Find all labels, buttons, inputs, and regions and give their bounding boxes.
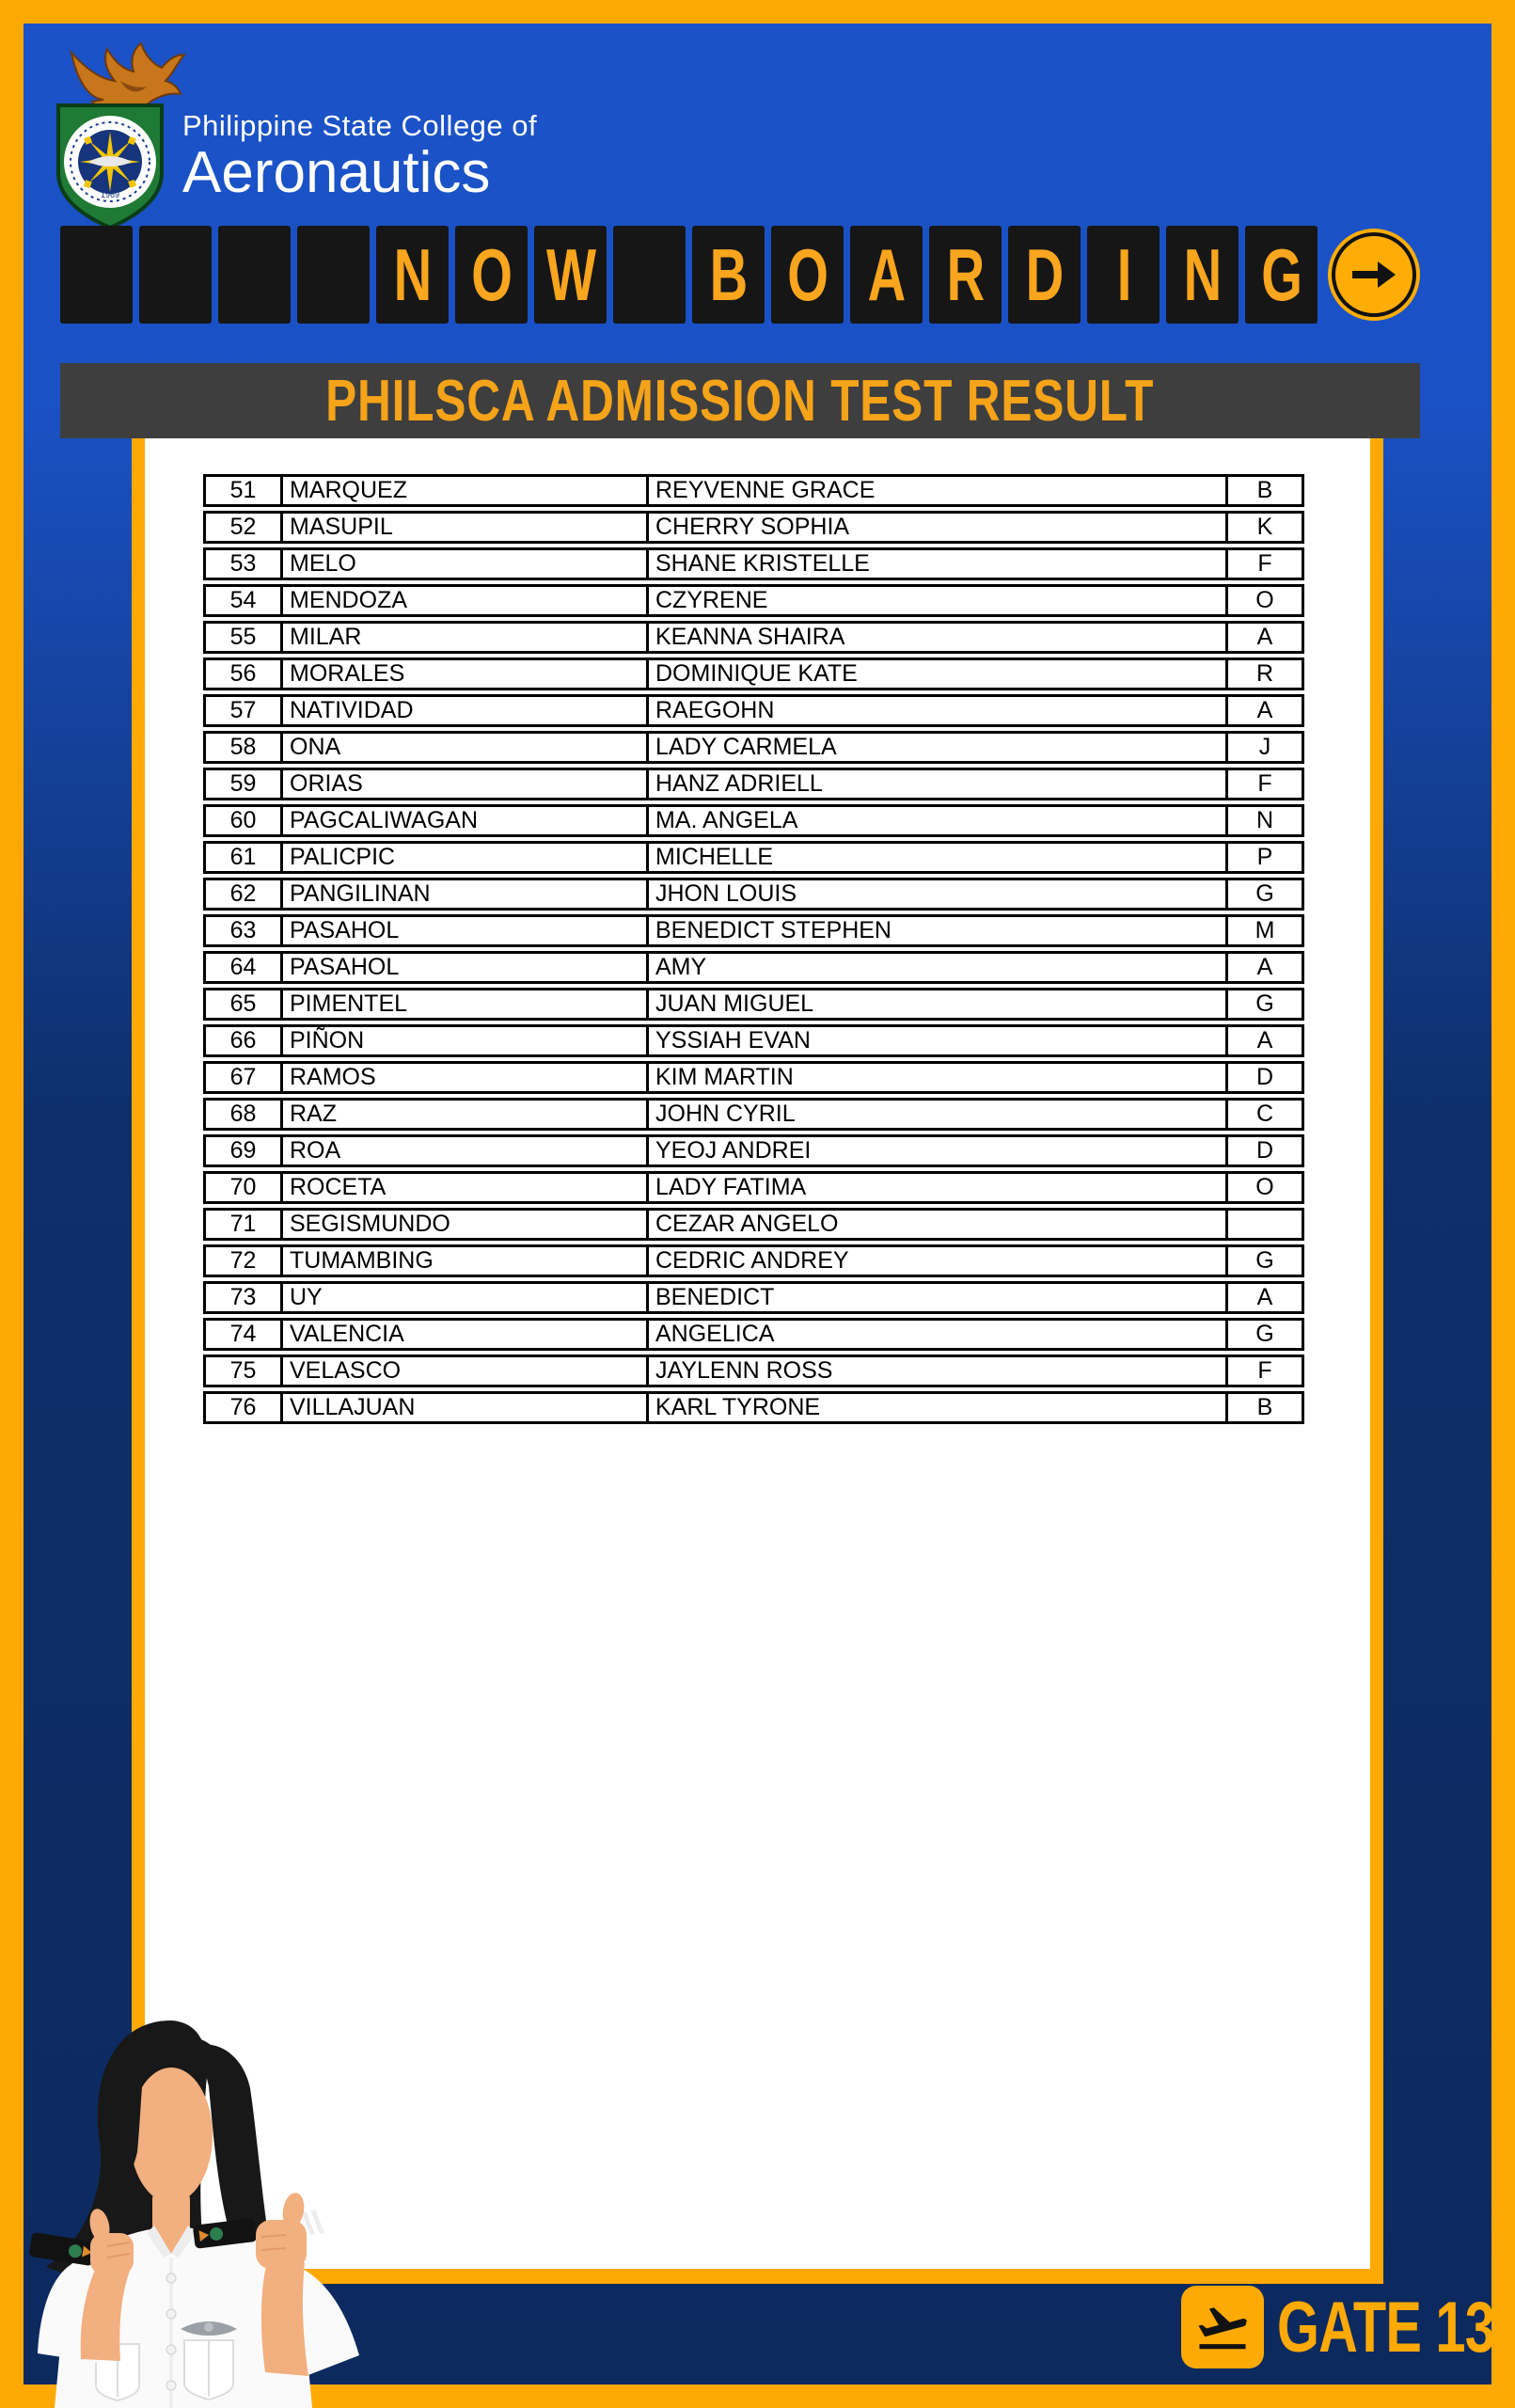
row-number: 76 [206, 1394, 283, 1421]
flap-tile [297, 226, 370, 324]
row-number: 62 [206, 880, 283, 908]
row-surname: RAMOS [283, 1064, 649, 1091]
row-first-name: JOHN CYRIL [649, 1101, 1228, 1128]
table-row [203, 657, 1304, 690]
row-first-name: RAEGOHN [649, 697, 1228, 724]
row-first-name: LADY FATIMA [649, 1174, 1228, 1201]
flap-tile [376, 226, 449, 324]
row-middle-initial: A [1256, 954, 1273, 980]
row-number: 75 [206, 1357, 283, 1385]
table-row [203, 1281, 1304, 1314]
row-surname: MENDOZA [283, 587, 649, 614]
row-middle-initial: C [1255, 1101, 1274, 1127]
row-number: 51 [206, 477, 283, 504]
table-row [203, 1061, 1304, 1094]
row-middle-initial: G [1255, 880, 1274, 907]
flap-letter: A [867, 232, 906, 316]
row-first-name: JUAN MIGUEL [649, 990, 1228, 1018]
row-first-name: BENEDICT STEPHEN [649, 917, 1228, 944]
row-surname: RAZ [283, 1101, 649, 1128]
row-middle-initial: D [1255, 1137, 1274, 1164]
flap-tile [1087, 226, 1160, 324]
row-surname: MELO [283, 550, 649, 578]
row-number: 66 [206, 1027, 283, 1054]
row-number: 57 [206, 697, 283, 724]
row-number: 53 [206, 550, 283, 578]
row-surname: MARQUEZ [283, 477, 649, 504]
row-middle-initial: A [1256, 624, 1273, 650]
row-surname: MASUPIL [283, 514, 649, 541]
row-first-name: AMY [649, 954, 1228, 981]
row-number: 68 [206, 1101, 283, 1128]
table-row [203, 547, 1304, 580]
flap-letter: W [545, 232, 595, 316]
row-first-name: CZYRENE [649, 587, 1228, 614]
row-middle-initial: R [1255, 660, 1274, 687]
flap-tile [771, 226, 844, 324]
table-row [203, 511, 1304, 544]
table-row [203, 584, 1304, 617]
table-row [203, 1024, 1304, 1057]
flap-tile [1008, 226, 1081, 324]
flap-letter: O [471, 232, 512, 316]
row-surname: VELASCO [283, 1357, 649, 1385]
row-first-name: MICHELLE [649, 844, 1228, 871]
flap-tile [218, 226, 291, 324]
row-first-name: ANGELICA [649, 1321, 1228, 1348]
row-middle-initial: O [1255, 587, 1274, 613]
pilot-illustration [13, 1955, 577, 2408]
table-row [203, 988, 1304, 1021]
row-middle-initial: G [1255, 990, 1274, 1017]
row-middle-initial: O [1255, 1174, 1274, 1200]
row-number: 67 [206, 1064, 283, 1091]
table-row [203, 1354, 1304, 1387]
row-number: 58 [206, 734, 283, 761]
row-first-name: SHANE KRISTELLE [649, 550, 1228, 578]
row-first-name: DOMINIQUE KATE [649, 660, 1228, 688]
flap-tile [1245, 226, 1318, 324]
table-row [203, 1318, 1304, 1351]
row-first-name: BENEDICT [649, 1284, 1228, 1311]
row-number: 59 [206, 770, 283, 798]
table-row [203, 1391, 1304, 1424]
row-middle-initial: F [1257, 770, 1272, 797]
flap-letter: N [1183, 232, 1222, 316]
row-middle-initial: F [1257, 1357, 1272, 1384]
table-row [203, 694, 1304, 727]
row-first-name: KEANNA SHAIRA [649, 624, 1228, 651]
row-middle-initial: B [1256, 1394, 1273, 1420]
row-middle-initial: G [1255, 1247, 1274, 1274]
table-row [203, 731, 1304, 764]
row-first-name: KIM MARTIN [649, 1064, 1228, 1091]
row-surname: MORALES [283, 660, 649, 688]
row-middle-initial: A [1256, 697, 1273, 723]
row-surname: ROA [283, 1137, 649, 1164]
flap-tile [60, 226, 133, 324]
row-number: 65 [206, 990, 283, 1018]
row-number: 74 [206, 1321, 283, 1348]
flap-tile [850, 226, 923, 324]
row-number: 70 [206, 1174, 283, 1201]
row-middle-initial: A [1256, 1027, 1273, 1054]
seal-year: 1969 [100, 190, 120, 199]
flap-letter: O [787, 232, 828, 316]
row-surname: ONA [283, 734, 649, 761]
row-first-name: HANZ ADRIELL [649, 770, 1228, 798]
row-surname: PANGILINAN [283, 880, 649, 908]
table-row [203, 621, 1304, 654]
row-number: 52 [206, 514, 283, 541]
row-surname: TUMAMBING [283, 1247, 649, 1275]
flap-letter: B [709, 232, 748, 316]
row-number: 55 [206, 624, 283, 651]
flap-tile [613, 226, 686, 324]
row-middle-initial: D [1255, 1064, 1274, 1090]
flap-tile [692, 226, 765, 324]
flap-letter: G [1261, 232, 1302, 316]
table-row [203, 914, 1304, 947]
flap-letter: D [1025, 232, 1064, 316]
row-first-name: KARL TYRONE [649, 1394, 1228, 1421]
row-surname: PIÑON [283, 1027, 649, 1054]
results-table [203, 474, 1304, 1428]
row-number: 56 [206, 660, 283, 688]
row-middle-initial: A [1256, 1284, 1273, 1310]
flap-tile [929, 226, 1002, 324]
row-surname: MILAR [283, 624, 649, 651]
flap-tile [534, 226, 607, 324]
row-number: 63 [206, 917, 283, 944]
table-row [203, 474, 1304, 507]
row-surname: PIMENTEL [283, 990, 649, 1018]
gate-badge [1181, 2286, 1515, 2368]
college-name-line2: Aeronautics [182, 140, 491, 206]
table-row [203, 1208, 1304, 1241]
college-name-line1: Philippine State College of [182, 109, 538, 142]
table-row [203, 951, 1304, 984]
row-first-name: CHERRY SOPHIA [649, 514, 1228, 541]
row-middle-initial: P [1256, 844, 1273, 870]
row-surname: VILLAJUAN [283, 1394, 649, 1421]
row-middle-initial: B [1256, 477, 1273, 503]
row-surname: PALICPIC [283, 844, 649, 871]
row-first-name: LADY CARMELA [649, 734, 1228, 761]
row-middle-initial: G [1255, 1321, 1274, 1347]
row-surname: NATIVIDAD [283, 697, 649, 724]
row-first-name: JHON LOUIS [649, 880, 1228, 908]
row-surname: PASAHOL [283, 954, 649, 981]
row-number: 60 [206, 807, 283, 834]
table-row [203, 1098, 1304, 1131]
row-surname: ORIAS [283, 770, 649, 798]
table-row [203, 841, 1304, 874]
row-middle-initial: M [1255, 917, 1275, 943]
table-row [203, 1244, 1304, 1277]
row-number: 61 [206, 844, 283, 871]
row-surname: PASAHOL [283, 917, 649, 944]
row-number: 71 [206, 1211, 283, 1238]
row-first-name: MA. ANGELA [649, 807, 1228, 834]
row-first-name: JAYLENN ROSS [649, 1357, 1228, 1385]
flap-tile [455, 226, 528, 324]
row-first-name: REYVENNE GRACE [649, 477, 1228, 504]
table-row [203, 878, 1304, 911]
row-first-name: YEOJ ANDREI [649, 1137, 1228, 1164]
split-flap-board [60, 226, 1318, 324]
row-number: 69 [206, 1137, 283, 1164]
row-middle-initial: F [1257, 550, 1272, 577]
row-middle-initial: N [1255, 807, 1274, 833]
row-surname: UY [283, 1284, 649, 1311]
row-surname: VALENCIA [283, 1321, 649, 1348]
row-number: 73 [206, 1284, 283, 1311]
row-number: 64 [206, 954, 283, 981]
boarding-arrow-icon [1328, 229, 1420, 321]
flap-letter: N [393, 232, 432, 316]
result-banner-title: PHILSCA ADMISSION TEST RESULT [325, 368, 1155, 434]
table-row [203, 1134, 1304, 1167]
row-first-name: CEDRIC ANDREY [649, 1247, 1228, 1275]
table-row [203, 1171, 1304, 1204]
row-surname: PAGCALIWAGAN [283, 807, 649, 834]
row-surname: ROCETA [283, 1174, 649, 1201]
row-first-name: YSSIAH EVAN [649, 1027, 1228, 1054]
gate-label: GATE 13 [1277, 2287, 1495, 2368]
table-row [203, 804, 1304, 837]
table-row [203, 768, 1304, 800]
row-surname: SEGISMUNDO [283, 1211, 649, 1238]
flap-tile [139, 226, 212, 324]
row-number: 72 [206, 1247, 283, 1275]
flap-letter: I [1116, 232, 1130, 316]
row-number: 54 [206, 587, 283, 614]
row-middle-initial: K [1256, 514, 1273, 540]
philsca-seal [53, 100, 167, 231]
row-middle-initial [1228, 1211, 1302, 1238]
flight-takeoff-icon [1181, 2286, 1264, 2368]
flap-tile [1166, 226, 1239, 324]
row-first-name: CEZAR ANGELO [649, 1211, 1228, 1238]
flap-letter: R [946, 232, 985, 316]
result-banner [60, 363, 1420, 438]
row-middle-initial: J [1258, 734, 1271, 760]
